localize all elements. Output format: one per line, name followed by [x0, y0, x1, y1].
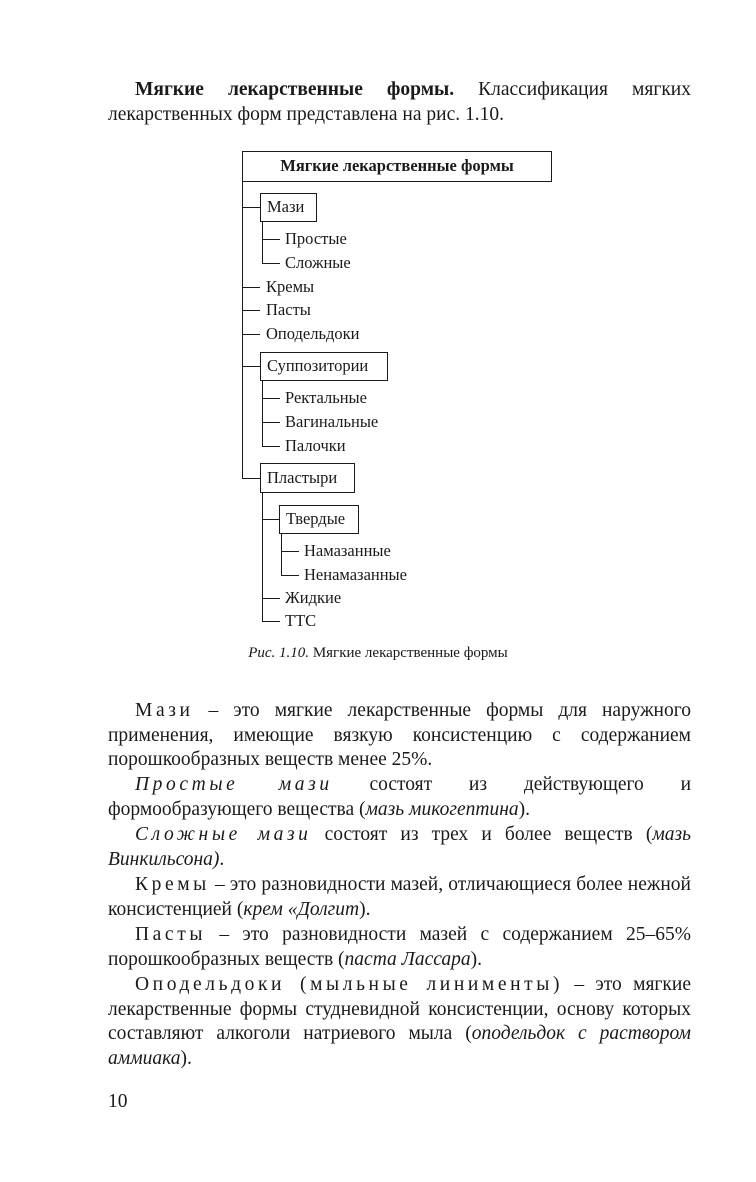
- paragraph-text: состоят из действующего и формообразующего вещества (: [108, 774, 691, 820]
- connector: [281, 551, 299, 552]
- term: Кремы: [135, 874, 210, 895]
- paragraph-opodeldoki: [108, 973, 691, 1071]
- leaf-opodeldoki: Оподельдоки: [266, 324, 360, 343]
- leaf-tts: ТТС: [285, 611, 317, 630]
- term: Простые мази: [135, 774, 333, 795]
- connector: [242, 366, 260, 367]
- connector: [262, 519, 280, 520]
- box-suppozitorii-label: Суппозитории: [267, 356, 369, 376]
- example: мазь микогептина: [365, 798, 519, 820]
- paragraph-prostye-mazi: [108, 773, 691, 822]
- suppozitorii-branch-line: [262, 381, 263, 447]
- diagram-title: Мягкие лекарственные формы: [280, 156, 514, 176]
- paragraph-text: ).: [359, 898, 371, 920]
- figure-caption: [0, 644, 756, 662]
- connector: [262, 239, 280, 240]
- leaf-nenamazannye: Ненамазанные: [304, 565, 407, 584]
- term: Сложные мази: [135, 824, 312, 845]
- connector: [242, 287, 260, 288]
- connector: [242, 478, 260, 479]
- term: Мази: [135, 700, 194, 721]
- box-plastyri-label: Пластыри: [267, 467, 338, 487]
- connector: [262, 446, 280, 447]
- paragraph-text: состоят из трех и более веществ (: [311, 824, 653, 845]
- leaf-namazannye: Намазанные: [304, 541, 391, 560]
- paragraph-text: ).: [518, 798, 531, 820]
- diagram-title-box: [242, 151, 552, 182]
- box-mazi-label: Мази: [267, 197, 305, 217]
- term: Пасты: [135, 924, 207, 945]
- connector: [242, 334, 260, 335]
- paragraph-text: ).: [470, 948, 483, 970]
- connector: [242, 310, 260, 311]
- page-number: 10: [108, 1091, 128, 1112]
- connector: [242, 207, 260, 208]
- box-mazi: [260, 193, 317, 222]
- leaf-pasty: Пасты: [266, 300, 311, 319]
- box-tverdye-label: Твердые: [286, 509, 346, 529]
- leaf-palochki: Палочки: [285, 436, 346, 455]
- paragraph-kremy: [108, 873, 691, 922]
- mazi-branch-line: [262, 222, 263, 264]
- paragraph-pasty: [108, 923, 691, 972]
- caption-text: Мягкие лекарственные формы: [309, 645, 508, 661]
- connector: [262, 422, 280, 423]
- connector: [262, 598, 280, 599]
- caption-label: Рис. 1.10.: [248, 645, 310, 661]
- box-suppozitorii: [260, 352, 388, 381]
- connector: [281, 575, 299, 576]
- leaf-rektalnye: Ректальные: [285, 388, 367, 407]
- paragraph-text: – это разновидности мазей с содержанием 25–65% порошкообразных веществ (: [108, 924, 691, 970]
- connector: [262, 263, 280, 264]
- example: крем «Долгит: [243, 898, 360, 920]
- example: мазь Винкильсона): [108, 824, 691, 870]
- paragraph-mazi: [108, 699, 691, 773]
- leaf-zhidkie: Жидкие: [285, 588, 342, 607]
- paragraph-text: .: [219, 848, 225, 870]
- box-tverdye: [279, 505, 359, 534]
- example: паста Лассара: [344, 948, 471, 970]
- example: оподельдок с раствором аммиака: [108, 1023, 692, 1069]
- term: Оподельдоки (мыльные линименты): [135, 974, 564, 995]
- box-plastyri: [260, 463, 355, 493]
- trunk-line: [242, 182, 243, 478]
- connector: [262, 398, 280, 399]
- paragraph-slozhnye-mazi: [108, 823, 691, 872]
- paragraph-text: ).: [180, 1047, 192, 1069]
- connector: [262, 621, 280, 622]
- intro-text: Классификация мягких лекарственных форм представлена на рис. 1.10.: [108, 79, 691, 125]
- intro-heading: Мягкие лекарственные формы.: [135, 79, 455, 100]
- leaf-vaginalnye: Вагинальные: [285, 412, 379, 431]
- paragraph-text: – это разновидности мазей, отличающиеся более нежной консистенцией (: [108, 874, 691, 920]
- paragraph-text: – это мягкие лекарственные формы студневидной консистенции, основу которых составляют алкоголи натриевого мыла (: [108, 974, 691, 1044]
- plastyri-branch-line: [262, 493, 263, 622]
- leaf-kremy: Кремы: [266, 277, 315, 296]
- leaf-slozhnye: Сложные: [285, 253, 351, 272]
- paragraph-text: – это мягкие лекарственные формы для наружного применения, имеющие вязкую консистенцию с содержанием порошкообразных веществ менее 25%.: [108, 700, 691, 770]
- tverdye-branch-line: [281, 534, 282, 576]
- leaf-prostye: Простые: [285, 229, 347, 248]
